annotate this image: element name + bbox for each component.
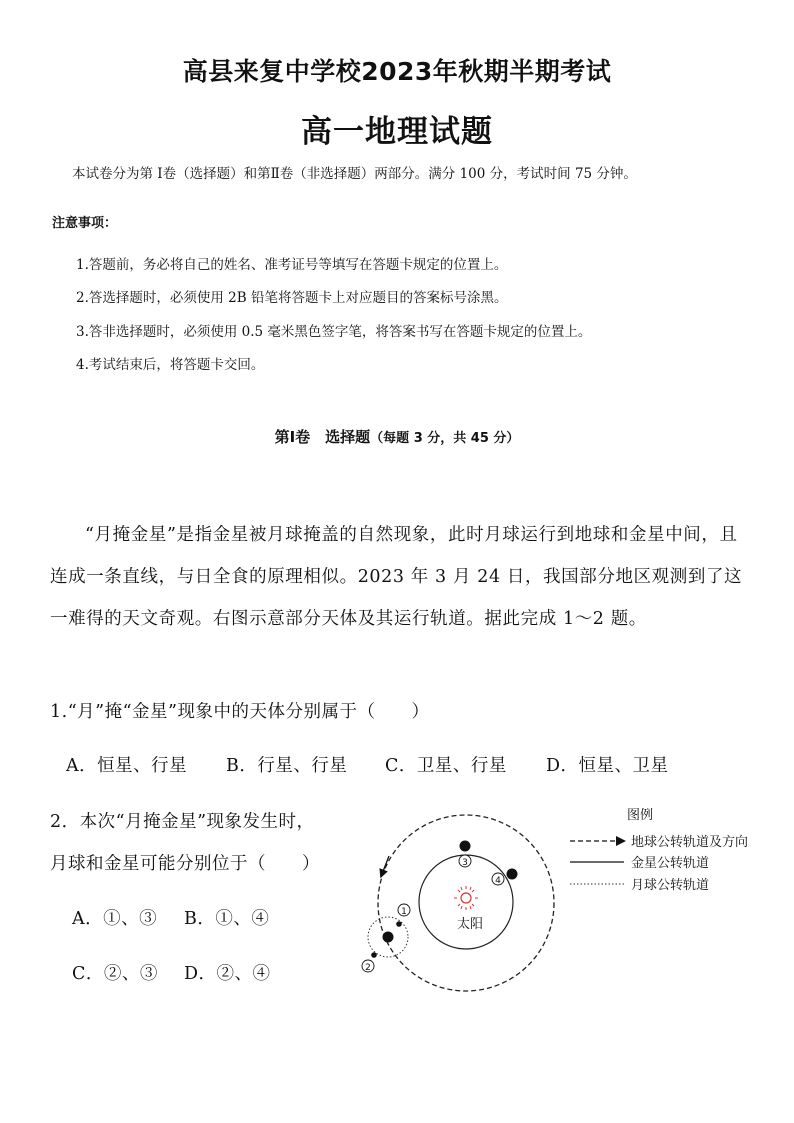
question-2-stem-line1: 2．本次“月掩金星”现象发生时， xyxy=(50,812,315,832)
venus-position-3 xyxy=(460,841,471,852)
section-title: 第Ⅰ卷 选择题 xyxy=(274,428,371,446)
legend-title: 图例 xyxy=(627,808,654,823)
question-2-option-b: B．①、④ xyxy=(184,909,270,929)
notice-heading: 注意事项： xyxy=(52,216,118,231)
question-2-option-c: C．②、③ xyxy=(72,964,158,984)
moon-position-2 xyxy=(371,952,377,958)
question-2-stem-line2: 月球和金星可能分别位于（ ） xyxy=(50,854,320,874)
exam-school-title: 高县来复中学校2023年秋期半期考试 xyxy=(182,57,612,86)
earth-orbit-direction-arrow xyxy=(382,856,389,874)
exam-intro: 本试卷分为第 Ⅰ卷（选择题）和第Ⅱ卷（非选择题）两部分。满分 100 分，考试时间 75 分钟。 xyxy=(72,166,637,182)
question-2-option-d: D．②、④ xyxy=(184,964,271,984)
legend-venus-orbit-label: 金星公转轨道 xyxy=(631,856,710,871)
notice-item: 2.答选择题时，必须使用 2B 铅笔将答题卡上对应题目的答案标号涂黑。 xyxy=(76,290,508,306)
question-1-option-d: D．恒星、卫星 xyxy=(546,756,669,776)
question-1-option-a: A．恒星、行星 xyxy=(66,756,188,776)
marker-1: 1 xyxy=(401,907,407,917)
notice-item: 1.答题前，务必将自己的姓名、准考证号等填写在答题卡规定的位置上。 xyxy=(76,257,508,273)
section-subtitle: （每题 3 分，共 45 分） xyxy=(370,431,520,446)
notice-item: 4.考试结束后，将答题卡交回。 xyxy=(76,357,265,373)
venus-orbit xyxy=(419,855,513,949)
marker-2: 2 xyxy=(365,963,371,973)
sun-label: 太阳 xyxy=(456,917,484,932)
sun-icon xyxy=(454,886,478,910)
question-passage: “月掩金星”是指金星被月球掩盖的自然现象，此时月球运行到地球和金星中间，且连成一条直线，与日全食的原理相似。2023 年 3 月 24 日，我国部分地区观测到了这一难得的天文奇观。右图示意部分天体及其运行轨道。据此完成 1～2 题。 xyxy=(50,525,743,629)
exam-subject-title: 高一地理试题 xyxy=(301,114,493,150)
moon-position-1 xyxy=(396,921,402,927)
question-2-option-a: A．①、③ xyxy=(72,909,158,929)
marker-4: 4 xyxy=(495,876,501,886)
section-heading xyxy=(0,426,794,447)
question-1-option-c: C．卫星、行星 xyxy=(385,756,507,776)
venus-position-4 xyxy=(507,869,518,880)
legend-moon-orbit-label: 月球公转轨道 xyxy=(631,878,710,893)
question-1-option-b: B．行星、行星 xyxy=(226,756,348,776)
legend-arrow-icon xyxy=(616,836,626,846)
orbit-diagram xyxy=(350,800,770,1010)
earth-dot xyxy=(383,932,394,943)
notice-item: 3.答非选择题时，必须使用 0.5 毫米黑色签字笔，将答案书写在答题卡规定的位置上。 xyxy=(76,324,592,340)
question-1-stem: 1.“月”掩“金星”现象中的天体分别属于（ ） xyxy=(50,702,430,722)
legend-earth-orbit-label: 地球公转轨道及方向 xyxy=(631,835,749,850)
marker-3: 3 xyxy=(462,858,468,868)
